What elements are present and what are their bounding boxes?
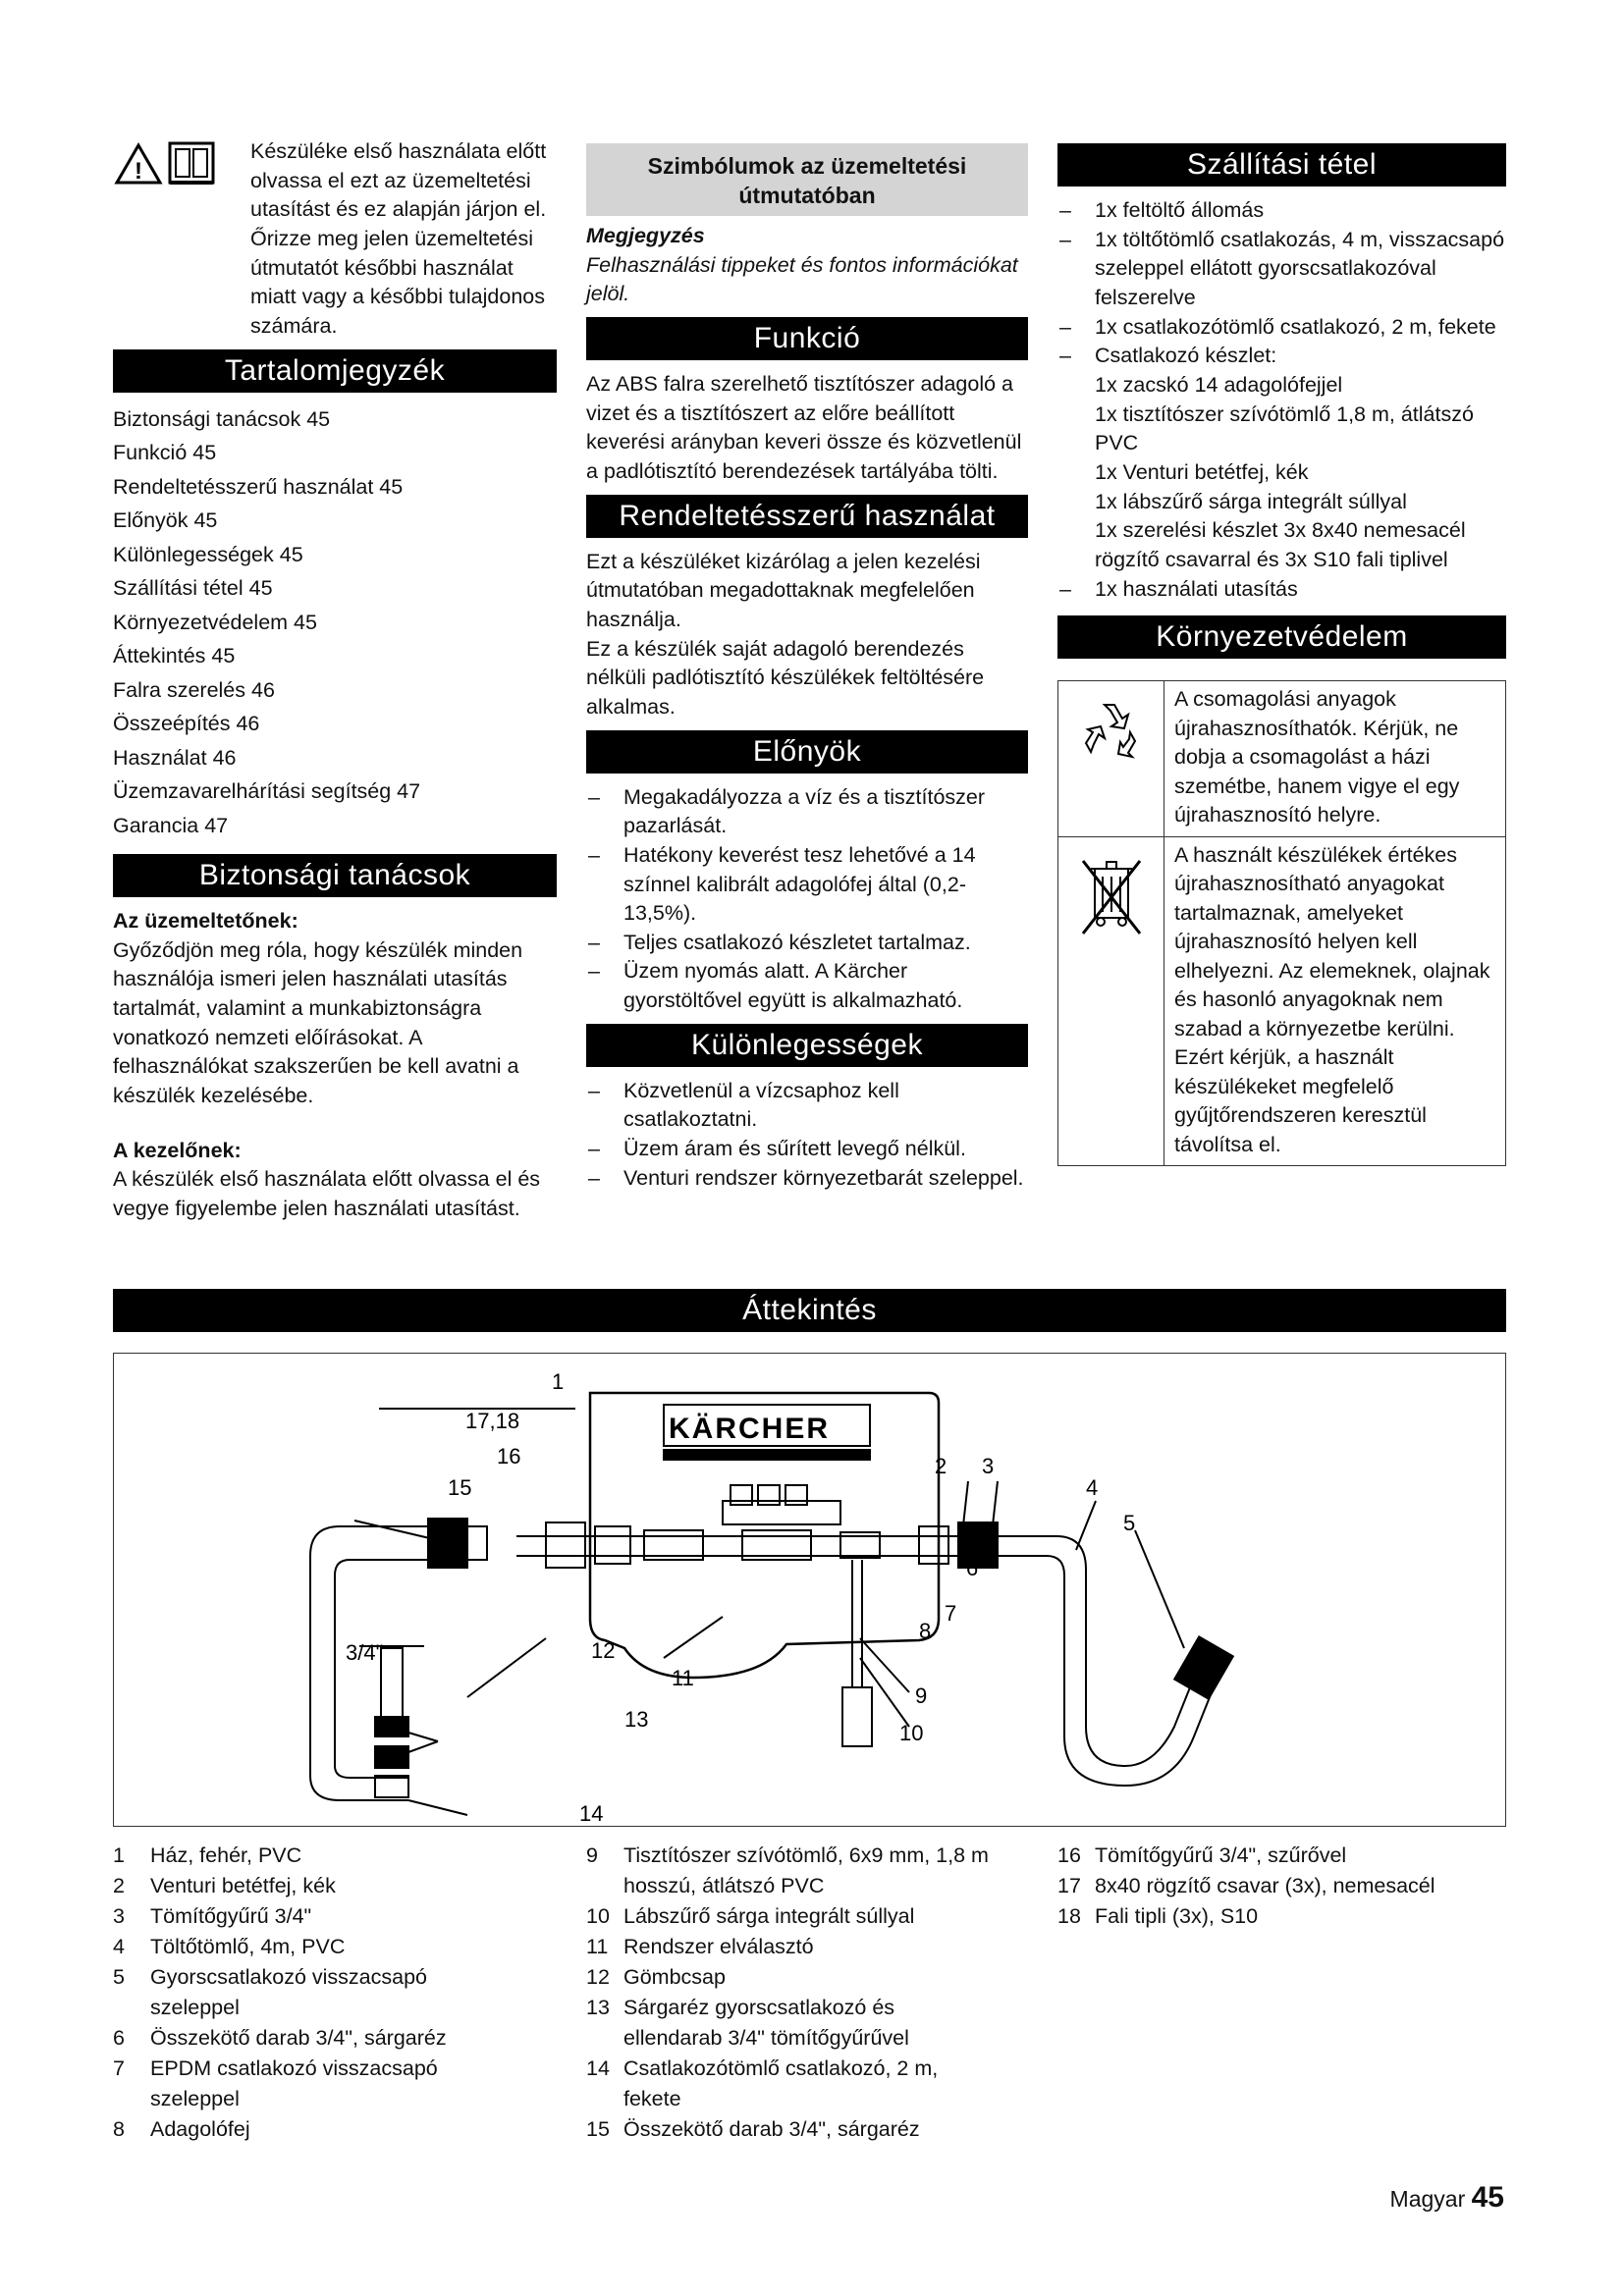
list-item: 1x zacskó 14 adagolófejjel — [1095, 372, 1343, 397]
list-item: – Üzem áram és sűrített levegő nélkül. — [586, 1135, 1028, 1164]
legend-number: 4 — [113, 1935, 125, 1958]
overview-heading: Áttekintés — [113, 1289, 1506, 1332]
list-item — [113, 1962, 574, 2023]
legend-number: 15 — [586, 2117, 610, 2141]
env-text-disposal: A használt készülékek értékes újrahasznosítható anyagokat tartalmaznak, amelyeket újrahasznosító helyen kell elhelyezni. Az elemeknek, olajnak és hasonló anyagoknak nem szabad a környezetbe kerülni. Ezért kérjük, a használt készülékeket megfelelő gyűjtőrendszeren keresztül távolítsa el. — [1174, 842, 1490, 1156]
list-item — [586, 2114, 1048, 2145]
table-row — [1058, 837, 1505, 1166]
legend-number: 10 — [586, 1904, 610, 1928]
legend-text: Ház, fehér, PVC — [150, 1843, 302, 1867]
list-item — [586, 2054, 1048, 2114]
list-item: – Teljes csatlakozó készletet tartalmaz. — [586, 929, 1028, 958]
note-text: Felhasználási tippeket és fontos információkat jelöl. — [586, 252, 1018, 306]
page-footer — [1390, 2177, 1504, 2217]
list-item — [1057, 1841, 1519, 1871]
list-item — [113, 2054, 574, 2114]
legend-column-3 — [1057, 1841, 1519, 1932]
list-item — [1057, 1871, 1519, 1901]
legend-number: 6 — [113, 2026, 125, 2050]
table-of-contents — [113, 402, 557, 843]
legend-column-1 — [113, 1841, 574, 2145]
legend-number: 13 — [586, 1996, 610, 2019]
diagram-label: 11 — [672, 1666, 694, 1690]
list-item: – 1x használati utasítás — [1057, 575, 1506, 605]
diagram-label: 1 — [552, 1369, 565, 1394]
legend-text: Sárgaréz gyorscsatlakozó és ellendarab 3/4" tömítőgyűrűvel — [623, 1996, 909, 2050]
recycle-icon — [1058, 681, 1164, 836]
toc-item[interactable]: Használat 46 — [113, 745, 237, 770]
list-item: 1x lábszűrő sárga integrált súllyal — [1095, 489, 1407, 513]
legend-text: Töltőtömlő, 4m, PVC — [150, 1935, 346, 1958]
diagram-label: 13 — [624, 1707, 649, 1732]
features-list — [586, 1077, 1028, 1194]
function-heading: Funkció — [586, 317, 1028, 360]
warning-text: Készüléke első használata előtt olvassa el ezt az üzemeltetési utasítást és ez alapján járjon el. Őrizze meg jelen üzemeltetési útmutatót későbbi használat miatt vagy a későbbi tulajdonos számára. — [250, 139, 547, 338]
list-item: – Hatékony keverést tesz lehetővé a 14 színnel kalibrált adagolófej által (0,2-13,5%). — [586, 841, 1028, 929]
legend-number: 14 — [586, 2056, 610, 2080]
list-item: – Megakadályozza a víz és a tisztítószer pazarlását. — [586, 783, 1028, 841]
features-heading: Különlegességek — [586, 1024, 1028, 1067]
column-right — [1057, 137, 1506, 1166]
legend-number: 2 — [113, 1874, 125, 1897]
toc-item[interactable]: Előnyök 45 — [113, 508, 218, 533]
diagram-label: 15 — [448, 1475, 472, 1500]
environment-heading: Környezetvédelem — [1057, 615, 1506, 659]
legend-text: Adagolófej — [150, 2117, 250, 2141]
list-item — [586, 1901, 1048, 1932]
toc-item[interactable]: Biztonsági tanácsok 45 — [113, 406, 331, 431]
toc-heading: Tartalomjegyzék — [113, 349, 557, 393]
intended-use-text-1: Ezt a készüléket kizárólag a jelen kezelési útmutatóban megadottaknak megfelelően használja. — [586, 549, 981, 631]
overview-diagram — [113, 1353, 1506, 1827]
list-item — [586, 1962, 1048, 1993]
env-text-recycle: A csomagolási anyagok újrahasznosíthatók. Kérjük, ne dobja a csomagolást a házi szemétbe, hanem vigye el egy újrahasznosító helyre. — [1174, 687, 1460, 828]
diagram-label: 3 — [982, 1454, 995, 1478]
svg-text:!: ! — [135, 158, 142, 185]
toc-item[interactable]: Környezetvédelem 45 — [113, 610, 317, 634]
column-left — [113, 137, 557, 1224]
legend-text: EPDM csatlakozó visszacsapó szeleppel — [150, 2056, 438, 2110]
diagram-label: 10 — [899, 1721, 924, 1745]
list-item: 1x tisztítószer szívótömlő 1,8 m, átlátszó PVC — [1095, 401, 1474, 455]
diagram-label: 4 — [1086, 1475, 1099, 1500]
diagram-label: 16 — [497, 1444, 521, 1468]
list-item — [586, 1932, 1048, 1962]
legend-number: 12 — [586, 1965, 610, 1989]
list-item — [113, 2023, 574, 2054]
diagram-label: 2 — [935, 1454, 947, 1478]
legend-number: 9 — [586, 1843, 598, 1867]
operator-text: Győződjön meg róla, hogy készülék minden használója ismeri jelen használati utasítás tartalmát, valamint a munkabiztonságra vonatkozó nemzeti előírásokat. A felhasználókat szakszerűen be kell avatni a készülék kezelésébe. — [113, 937, 523, 1108]
legend-text: Csatlakozótömlő csatlakozó, 2 m, fekete — [623, 2056, 939, 2110]
dispenser-diagram — [114, 1354, 1504, 1825]
diagram-label: 6 — [966, 1556, 979, 1580]
list-item: – 1x csatlakozótömlő csatlakozó, 2 m, fekete — [1057, 313, 1506, 343]
legend-number: 8 — [113, 2117, 125, 2141]
crossed-bin-icon — [1058, 837, 1164, 1166]
legend-number: 16 — [1057, 1843, 1081, 1867]
legend-number: 17 — [1057, 1874, 1081, 1897]
function-text: Az ABS falra szerelhető tisztítószer adagoló a vizet és a tisztítószert az előre beállított keverési arányban keveri össze és közvetlenül a padlótisztító berendezések tartályába tölti. — [586, 371, 1022, 483]
user-heading: A kezelőnek: — [113, 1138, 242, 1162]
legend-text: 8x40 rögzítő csavar (3x), nemesacél — [1095, 1874, 1435, 1897]
footer-language: Magyar — [1389, 2186, 1466, 2212]
toc-item[interactable]: Szállítási tétel 45 — [113, 576, 273, 601]
warning-manual-icon — [113, 139, 246, 187]
diagram-label: 9 — [915, 1683, 928, 1708]
toc-item[interactable]: Különlegességek 45 — [113, 542, 303, 566]
note-heading: Megjegyzés — [586, 224, 705, 247]
diagram-label: 8 — [919, 1619, 932, 1643]
diagram-label: 7 — [945, 1601, 957, 1626]
column-middle — [586, 137, 1028, 1193]
brand-logo: KÄRCHER — [669, 1413, 830, 1445]
toc-item[interactable]: Garancia 47 — [113, 813, 229, 837]
toc-item[interactable]: Falra szerelés 46 — [113, 677, 275, 702]
list-item — [113, 1932, 574, 1962]
legend-text: Tömítőgyűrű 3/4", szűrővel — [1095, 1843, 1347, 1867]
kit-list — [1057, 371, 1506, 575]
legend-number: 1 — [113, 1843, 125, 1867]
intended-use-text-2: Ez a készülék saját adagoló berendezés nélküli padlótisztító készülékek feltöltésére alkalmas. — [586, 636, 985, 719]
advantages-heading: Előnyök — [586, 730, 1028, 774]
list-item — [113, 1841, 574, 1871]
legend-number: 7 — [113, 2056, 125, 2080]
toc-item[interactable]: Áttekintés 45 — [113, 644, 236, 668]
symbols-heading: Szimbólumok az üzemeltetési útmutatóban — [586, 143, 1028, 216]
legend-text: Gömbcsap — [623, 1965, 726, 1989]
legend-text: Tömítőgyűrű 3/4" — [150, 1904, 312, 1928]
toc-item[interactable]: Összeépítés 46 — [113, 712, 260, 736]
diagram-label: 14 — [579, 1801, 604, 1825]
list-item: – Csatlakozó készlet: — [1057, 342, 1506, 371]
list-item: 1x Venturi betétfej, kék — [1095, 459, 1309, 484]
legend-text: Lábszűrő sárga integrált súllyal — [623, 1904, 915, 1928]
toc-item[interactable]: Funkció 45 — [113, 441, 217, 465]
legend-text: Fali tipli (3x), S10 — [1095, 1904, 1259, 1928]
list-item: – 1x feltöltő állomás — [1057, 196, 1506, 226]
warning-block — [113, 137, 557, 342]
diagram-label: 12 — [591, 1638, 616, 1663]
table-row — [1058, 681, 1505, 837]
list-item: – 1x töltőtömlő csatlakozás, 4 m, visszacsapó szeleppel ellátott gyorscsatlakozóval felszerelve — [1057, 226, 1506, 313]
operator-heading: Az üzemeltetőnek: — [113, 909, 298, 934]
legend-text: Tisztítószer szívótömlő, 6x9 mm, 1,8 m hosszú, átlátszó PVC — [623, 1843, 989, 1897]
delivery-heading: Szállítási tétel — [1057, 143, 1506, 187]
diagram-label: 3/4" — [346, 1640, 384, 1665]
advantages-list — [586, 783, 1028, 1016]
list-item — [586, 1993, 1048, 2054]
toc-item[interactable]: Rendeltetésszerű használat 45 — [113, 474, 404, 499]
legend-number: 11 — [586, 1935, 609, 1958]
environment-table — [1057, 680, 1506, 1166]
legend-text: Összekötő darab 3/4", sárgaréz — [150, 2026, 447, 2050]
list-item: 1x szerelési készlet 3x 8x40 nemesacél rögzítő csavarral és 3x S10 fali tiplivel — [1095, 518, 1466, 571]
diagram-label: 17,18 — [465, 1409, 520, 1433]
list-item: – Venturi rendszer környezetbarát szeleppel. — [586, 1164, 1028, 1194]
legend-number: 18 — [1057, 1904, 1081, 1928]
list-item — [113, 1901, 574, 1932]
page-number: 45 — [1471, 2181, 1504, 2214]
legend-text: Venturi betétfej, kék — [150, 1874, 336, 1897]
delivery-list — [1057, 196, 1506, 371]
legend-number: 5 — [113, 1965, 125, 1989]
list-item — [113, 2114, 574, 2145]
toc-item[interactable]: Üzemzavarelhárítási segítség 47 — [113, 779, 421, 804]
safety-heading: Biztonsági tanácsok — [113, 854, 557, 897]
list-item: – Közvetlenül a vízcsaphoz kell csatlakoztatni. — [586, 1077, 1028, 1135]
legend-text: Összekötő darab 3/4", sárgaréz — [623, 2117, 920, 2141]
intended-use-heading: Rendeltetésszerű használat — [586, 495, 1028, 538]
user-text: A készülék első használata előtt olvassa el és vegye figyelembe jelen használati utasítást. — [113, 1167, 541, 1220]
diagram-label: 5 — [1123, 1511, 1136, 1535]
legend-number: 3 — [113, 1904, 125, 1928]
legend-column-2 — [586, 1841, 1048, 2145]
list-item — [586, 1841, 1048, 1901]
list-item — [1057, 1901, 1519, 1932]
list-item — [113, 1871, 574, 1901]
legend-text: Rendszer elválasztó — [623, 1935, 814, 1958]
list-item: – Üzem nyomás alatt. A Kärcher gyorstöltővel együtt is alkalmazható. — [586, 957, 1028, 1015]
delivery-list-end — [1057, 575, 1506, 605]
legend-text: Gyorscsatlakozó visszacsapó szeleppel — [150, 1965, 427, 2019]
